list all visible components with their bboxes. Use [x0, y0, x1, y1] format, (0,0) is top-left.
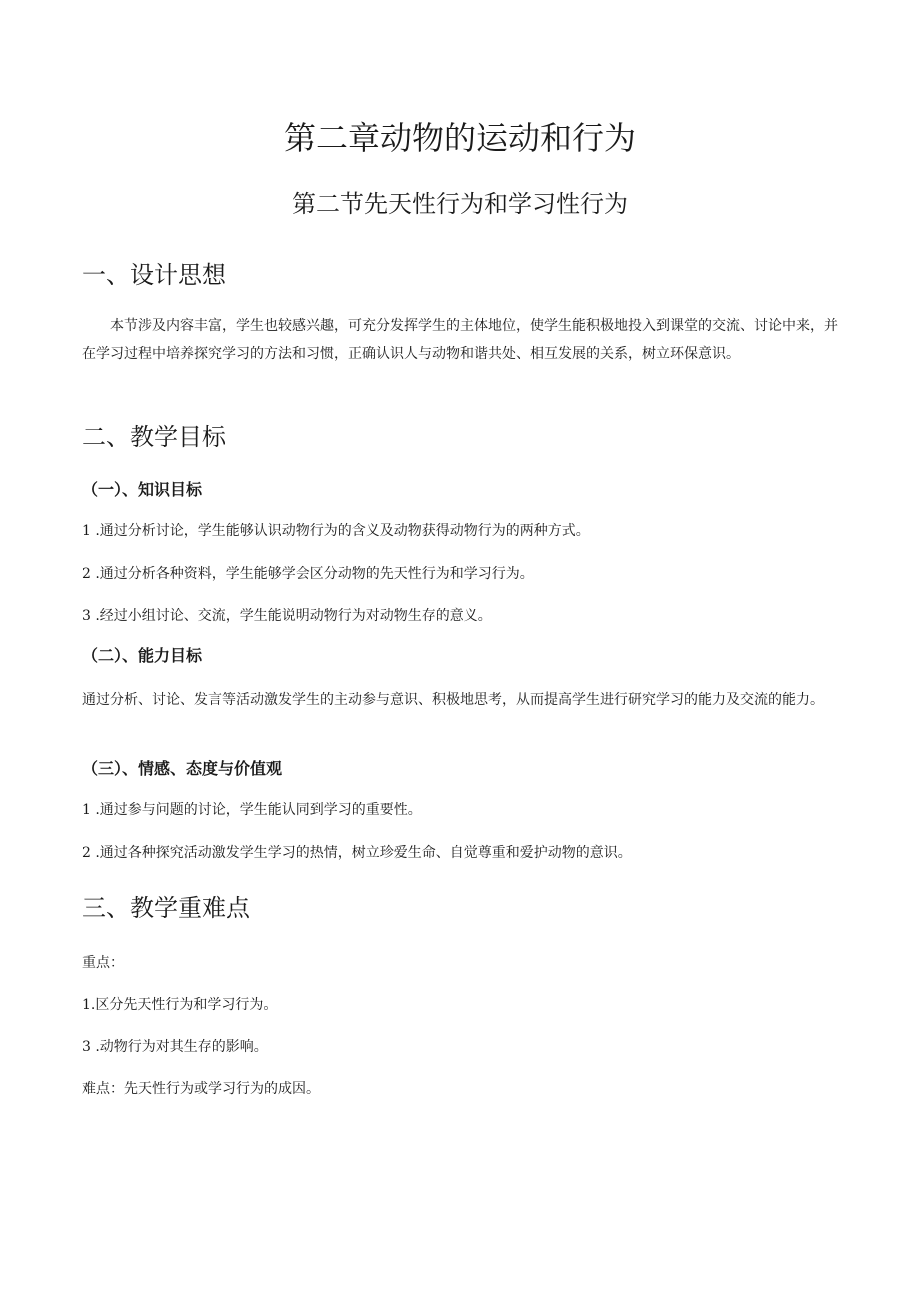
key-points-label: 重点：: [82, 955, 124, 971]
design-paragraph: 本节涉及内容丰富，学生也较感兴趣，可充分发挥学生的主体地位，使学生能积极地投入到课堂的交流、讨论中来，并在学习过程中培养探究学习的方法和习惯，正确认识人与动物和谐共处、相互发展的关系，树立环保意识。: [82, 318, 838, 362]
values-item: 1 .通过参与问题的讨论，学生能认同到学习的重要性。: [82, 802, 422, 818]
section-heading-design: 一、设计思想: [82, 261, 226, 289]
subheading-knowledge: （一）、知识目标: [82, 480, 203, 499]
knowledge-item: 2 .通过分析各种资料，学生能够学会区分动物的先天性行为和学习行为。: [82, 566, 534, 582]
difficulty-line: 难点：先天性行为或学习行为的成因。: [82, 1081, 320, 1097]
document-subtitle: 第二节先天性行为和学习性行为: [292, 190, 628, 218]
section-heading-key-points: 三、教学重难点: [82, 894, 250, 922]
section-heading-objectives: 二、教学目标: [82, 423, 226, 451]
ability-paragraph: 通过分析、讨论、发言等活动激发学生的主动参与意识、积极地思考，从而提高学生进行研究学习的能力及交流的能力。: [82, 692, 824, 708]
document-title: 第二章动物的运动和行为: [283, 119, 636, 157]
knowledge-item: 1 .通过分析讨论，学生能够认识动物行为的含义及动物获得动物行为的两种方式。: [82, 523, 590, 539]
key-point-item: 3 .动物行为对其生存的影响。: [82, 1039, 268, 1055]
subheading-ability: （二）、能力目标: [82, 646, 203, 665]
values-item: 2 .通过各种探究活动激发学生学习的热情，树立珍爱生命、自觉尊重和爱护动物的意识。: [82, 845, 632, 861]
knowledge-item: 3 .经过小组讨论、交流，学生能说明动物行为对动物生存的意义。: [82, 608, 492, 624]
key-point-item: 1.区分先天性行为和学习行为。: [82, 997, 278, 1013]
subheading-values: （三）、情感、态度与价值观: [82, 759, 283, 778]
